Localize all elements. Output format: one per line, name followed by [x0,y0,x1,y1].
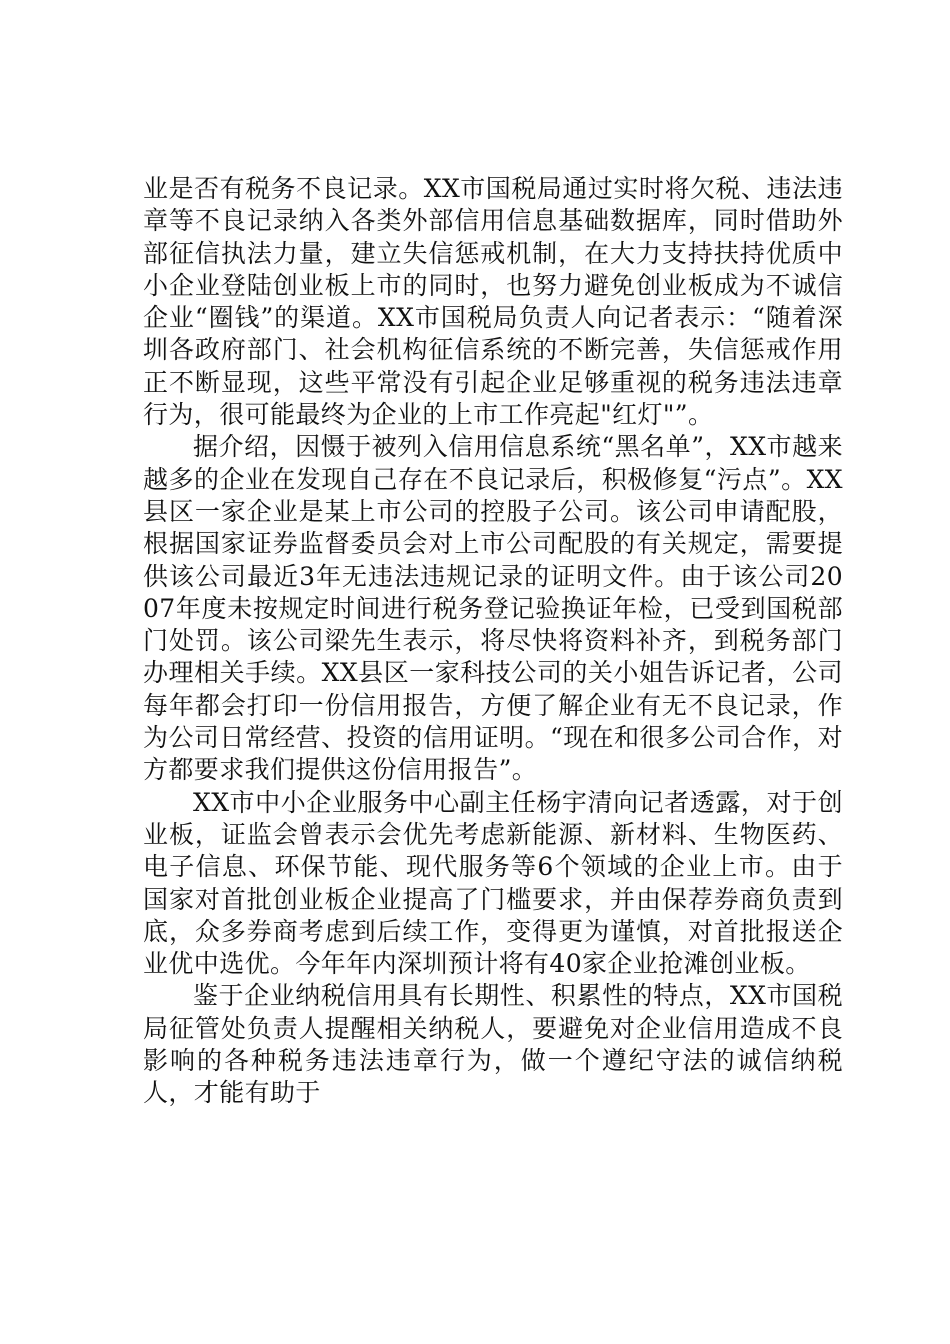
document-body [143,173,843,1110]
paragraph-continuation: 业是否有税务不良记录。XX市国税局通过实时将欠税、违法违章等不良记录纳入各类外部信用信息基础数据库，同时借助外部征信执法力量，建立失信惩戒机制，在大力支持扶持优质中小企业登陆创业板上市的同时，也努力避免创业板成为不诚信企业“圈钱”的渠道。XX市国税局负责人向记者表示：“随着深圳各政府部门、社会机构征信系统的不断完善，失信惩戒作用正不断显现，这些平常没有引起企业足够重视的税务违法违章行为，很可能最终为企业的上市工作亮起"红灯"”。 [143,174,843,430]
paragraph-sme-center: XX市中小企业服务中心副主任杨宇清向记者透露，对于创业板，证监会曾表示会优先考虑新能源、新材料、生物医药、电子信息、环保节能、现代服务等6个领域的企业上市。由于国家对首批创业板企业提高了门槛要求，并由保荐券商负责到底，众多券商考虑到后续工作，变得更为谨慎，对首批报送企业优中选优。今年年内深圳预计将有40家企业抢滩创业板。 [143,787,843,979]
paragraph-tax-credit: 鉴于企业纳税信用具有长期性、积累性的特点，XX市国税局征管处负责人提醒相关纳税人，要避免对企业信用造成不良影响的各种税务违法违章行为，做一个遵纪守法的诚信纳税人，才能有助于 [143,981,843,1108]
paragraph-blacklist: 据介绍，因慑于被列入信用信息系统“黑名单”，XX市越来越多的企业在发现自己存在不良记录后，积极修复“污点”。XX县区一家企业是某上市公司的控股子公司。该公司申请配股，根据国家证券监督委员会对上市公司配股的有关规定，需要提供该公司最近3年无违法违规记录的证明文件。由于该公司2007年度未按规定时间进行税务登记验换证年检，已受到国税部门处罚。该公司梁先生表示，将尽快将资料补齐，到税务部门办理相关手续。XX县区一家科技公司的关小姐告诉记者，公司每年都会打印一份信用报告，方便了解企业有无不良记录，作为公司日常经营、投资的信用证明。“现在和很多公司合作，对方都要求我们提供这份信用报告”。 [143,432,843,785]
